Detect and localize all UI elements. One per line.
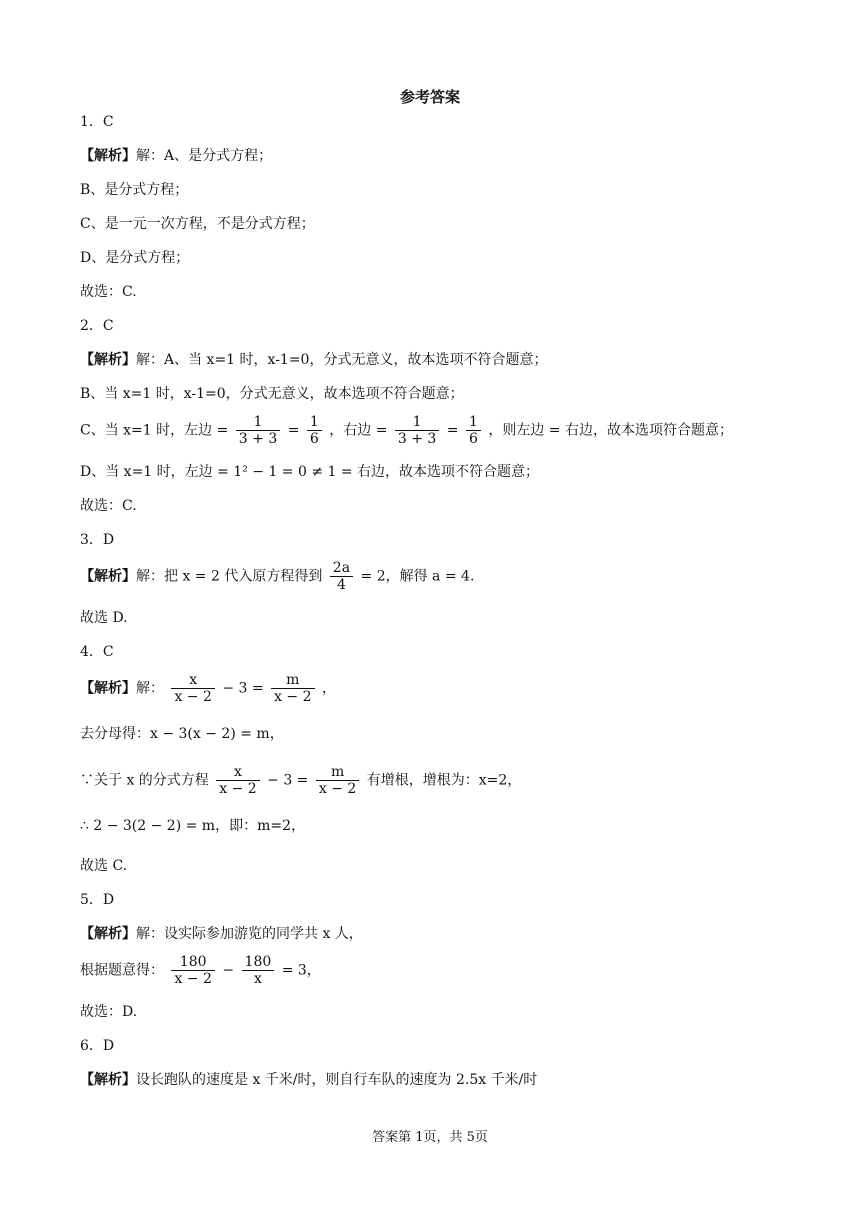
q2-text-1: 解：A、当 x=1 时，x-1=0，分式无意义，故本选项不符合题意； (136, 352, 548, 368)
q5-text-2b: = 3， (281, 962, 321, 979)
q4-answer: 4．C (80, 644, 114, 660)
q5-text-2a: 根据题意得： (80, 962, 164, 979)
q1-answer: 1．C (80, 114, 114, 130)
q1-conclusion: 故选：C. (80, 284, 137, 300)
q2-analysis-line-1 (80, 350, 547, 370)
q4-analysis-line-3 (80, 764, 521, 797)
analysis-tag: 【解析】 (80, 680, 136, 697)
q3-fraction: $\frac{2a}{4}$ (330, 560, 353, 593)
q4-text-1a: 解： (136, 680, 164, 697)
q4-mid: − 3 = (222, 680, 264, 697)
q1-analysis-line-2: B、是分式方程； (80, 182, 189, 198)
q3-text-1a: 解：把 x = 2 代入原方程得到 (136, 568, 323, 585)
q4-conclusion: 故选 C. (80, 858, 128, 874)
q2-text-3a: C、当 x=1 时，左边 = (80, 422, 229, 439)
q4-analysis-line-4: ∴ 2 − 3(2 − 2) = m，即：m=2， (80, 818, 305, 834)
q2-fraction-left-1: $\frac{1}{3 + 3}$ (236, 414, 280, 447)
q4-fraction-m-2: $\frac{m}{x - 2}$ (316, 764, 359, 797)
q5-fraction-1: $\frac{180}{x - 2}$ (171, 954, 214, 987)
q2-analysis-line-4: D、当 x=1 时，左边 = 1² − 1 = 0 ≠ 1 = 右边，故本选项不符合题意； (80, 464, 540, 480)
q5-analysis-line-2 (80, 954, 321, 987)
q5-fraction-2: $\frac{180}{x}$ (242, 954, 275, 987)
q4-fraction-m: $\frac{m}{x - 2}$ (271, 672, 314, 705)
q2-fraction-right-1: $\frac{1}{3 + 3}$ (395, 414, 439, 447)
q4-analysis-line-1 (80, 672, 336, 705)
q4-text-3b: 有增根，增根为：x=2， (366, 772, 522, 789)
q2-eq-2: = (446, 422, 459, 439)
analysis-tag: 【解析】 (80, 148, 136, 164)
analysis-tag: 【解析】 (80, 1072, 136, 1088)
q5-conclusion: 故选：D. (80, 1004, 138, 1020)
page-title: 参考答案 (399, 88, 460, 106)
q1-analysis-line-1 (80, 146, 272, 166)
q2-text-3c: ，右边 = (329, 422, 388, 439)
analysis-tag: 【解析】 (80, 352, 136, 368)
q2-answer: 2．C (80, 318, 114, 334)
q3-answer: 3．D (80, 532, 115, 548)
q6-analysis-line-1 (80, 1070, 537, 1090)
q2-conclusion: 故选：C. (80, 498, 137, 514)
page-footer: 答案第 1页，共 5页 (372, 1130, 488, 1145)
q4-mid-2: − 3 = (267, 772, 309, 789)
q2-fraction-right-2: $\frac{1}{6}$ (466, 414, 481, 447)
q5-answer: 5．D (80, 892, 115, 908)
analysis-tag: 【解析】 (80, 568, 136, 585)
q3-analysis-line-1 (80, 560, 474, 593)
q2-eq-1: = (287, 422, 300, 439)
analysis-tag: 【解析】 (80, 926, 136, 942)
q4-fraction-x: $\frac{x}{x - 2}$ (171, 672, 214, 705)
q1-analysis-line-4: D、是分式方程； (80, 250, 190, 266)
q5-text-1: 解：设实际参加游览的同学共 x 人， (136, 926, 363, 942)
q6-answer: 6．D (80, 1038, 115, 1054)
q5-analysis-line-1 (80, 924, 363, 944)
q6-text-1: 设长跑队的速度是 x 千米/时，则自行车队的速度为 2.5x 千米/时 (136, 1072, 538, 1088)
q3-conclusion: 故选 D. (80, 610, 128, 626)
q2-analysis-line-3 (80, 414, 733, 447)
q5-minus: − (222, 962, 235, 979)
q2-text-3e: ，则左边 = 右边，故本选项符合题意； (488, 422, 733, 439)
q3-text-1b: = 2，解得 a = 4. (360, 568, 475, 585)
q1-analysis-line-3: C、是一元一次方程，不是分式方程； (80, 216, 315, 232)
q1-text-1: 解：A、是分式方程； (136, 148, 273, 164)
q2-analysis-line-2: B、当 x=1 时，x-1=0，分式无意义，故本选项不符合题意； (80, 386, 464, 402)
q2-fraction-left-2: $\frac{1}{6}$ (307, 414, 322, 447)
q4-analysis-line-2: 去分母得：x − 3(x − 2) = m， (80, 726, 284, 742)
q4-fraction-x-2: $\frac{x}{x - 2}$ (216, 764, 259, 797)
q4-text-1b: ， (321, 680, 336, 697)
q4-text-3a: ∵关于 x 的分式方程 (80, 772, 209, 789)
